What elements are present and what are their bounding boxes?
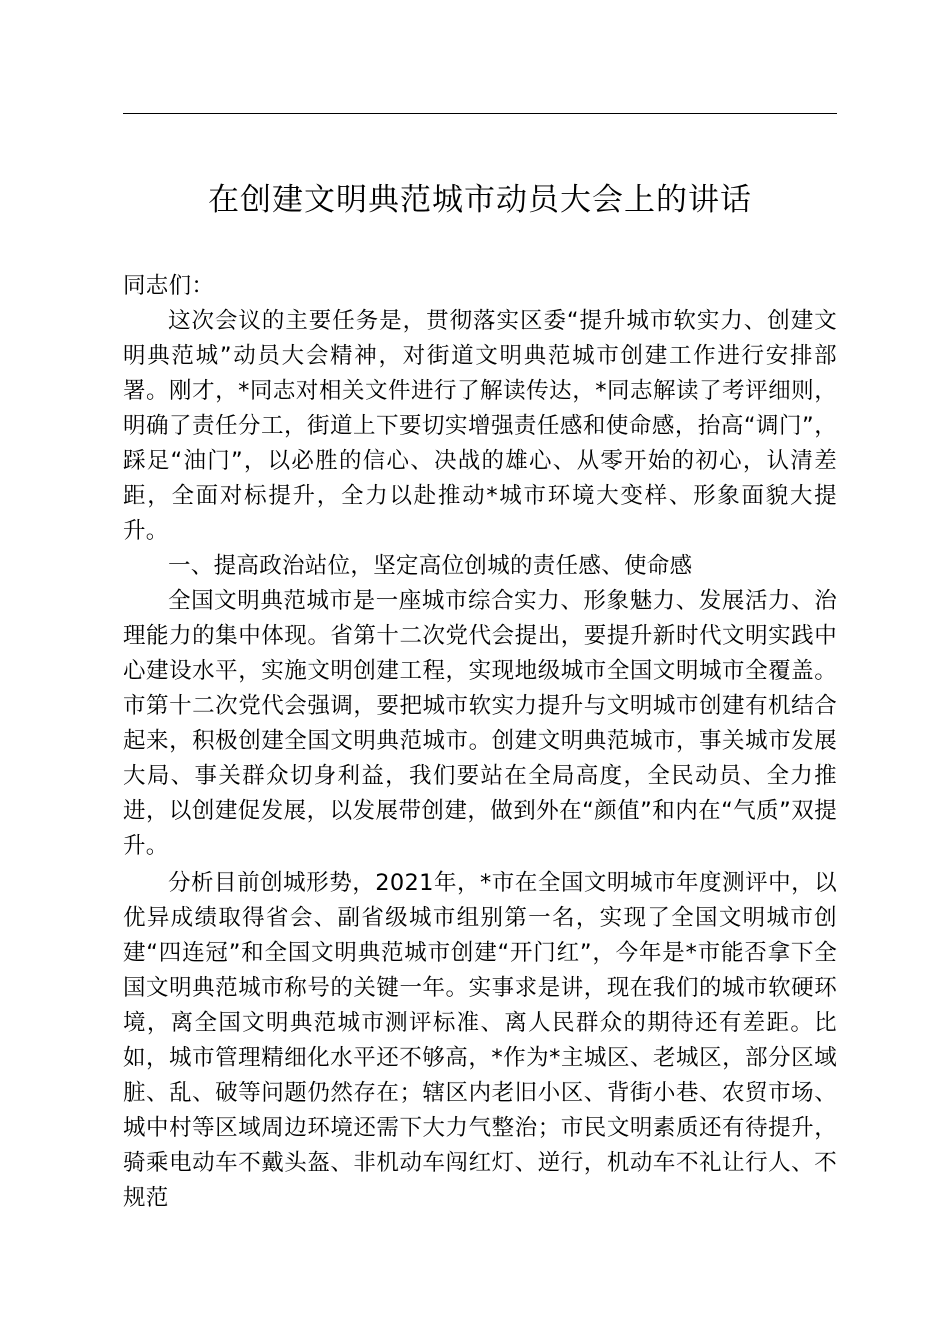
paragraph-intro: 这次会议的主要任务是，贯彻落实区委“提升城市软实力、创建文明典范城”动员大会精神，对街道文明典范城市创建工作进行安排部署。刚才，*同志对相关文件进行了解读传达，*同志解读了考评细则，明确了责任分工，街道上下要切实增强责任感和使命感，抬高“调门”，踩足“油门”，以必胜的信心、决战的雄心、从零开始的初心，认清差距，全面对标提升，全力以赴推动*城市环境大变样、形象面貌大提升。	[123, 308, 837, 544]
salutation: 同志们：	[123, 273, 215, 299]
header-rule	[123, 113, 837, 114]
section-heading-1: 一、提高政治站位，坚定高位创城的责任感、使命感	[168, 553, 693, 579]
document-body	[123, 269, 837, 1216]
paragraph-situation: 分析目前创城形势，2021年，*市在全国文明城市年度测评中，以优异成绩取得省会、副省级城市组别第一名，实现了全国文明城市创建“四连冠”和全国文明典范城市创建“开门红”，今年是*市能否拿下全国文明典范城市称号的关键一年。实事求是讲，现在我们的城市软硬环境，离全国文明典范城市测评标准、离人民群众的期待还有差距。比如，城市管理精细化水平还不够高，*作为*主城区、老城区，部分区域脏、乱、破等问题仍然存在；辖区内老旧小区、背街小巷、农贸市场、城中村等区域周边环境还需下大力气整治；市民文明素质还有待提升，骑乘电动车不戴头盔、非机动车闯红灯、逆行，机动车不礼让行人、不规范	[123, 870, 837, 1211]
document-title: 在创建文明典范城市动员大会上的讲话	[208, 182, 752, 218]
paragraph-significance: 全国文明典范城市是一座城市综合实力、形象魅力、发展活力、治理能力的集中体现。省第十二次党代会提出，要提升新时代文明实践中心建设水平，实施文明创建工程，实现地级城市全国文明城市全覆盖。市第十二次党代会强调，要把城市软实力提升与文明城市创建有机结合起来，积极创建全国文明典范城市。创建文明典范城市，事关城市发展大局、事关群众切身利益，我们要站在全局高度，全民动员、全力推进，以创建促发展，以发展带创建，做到外在“颜值”和内在“气质”双提升。	[123, 588, 837, 859]
